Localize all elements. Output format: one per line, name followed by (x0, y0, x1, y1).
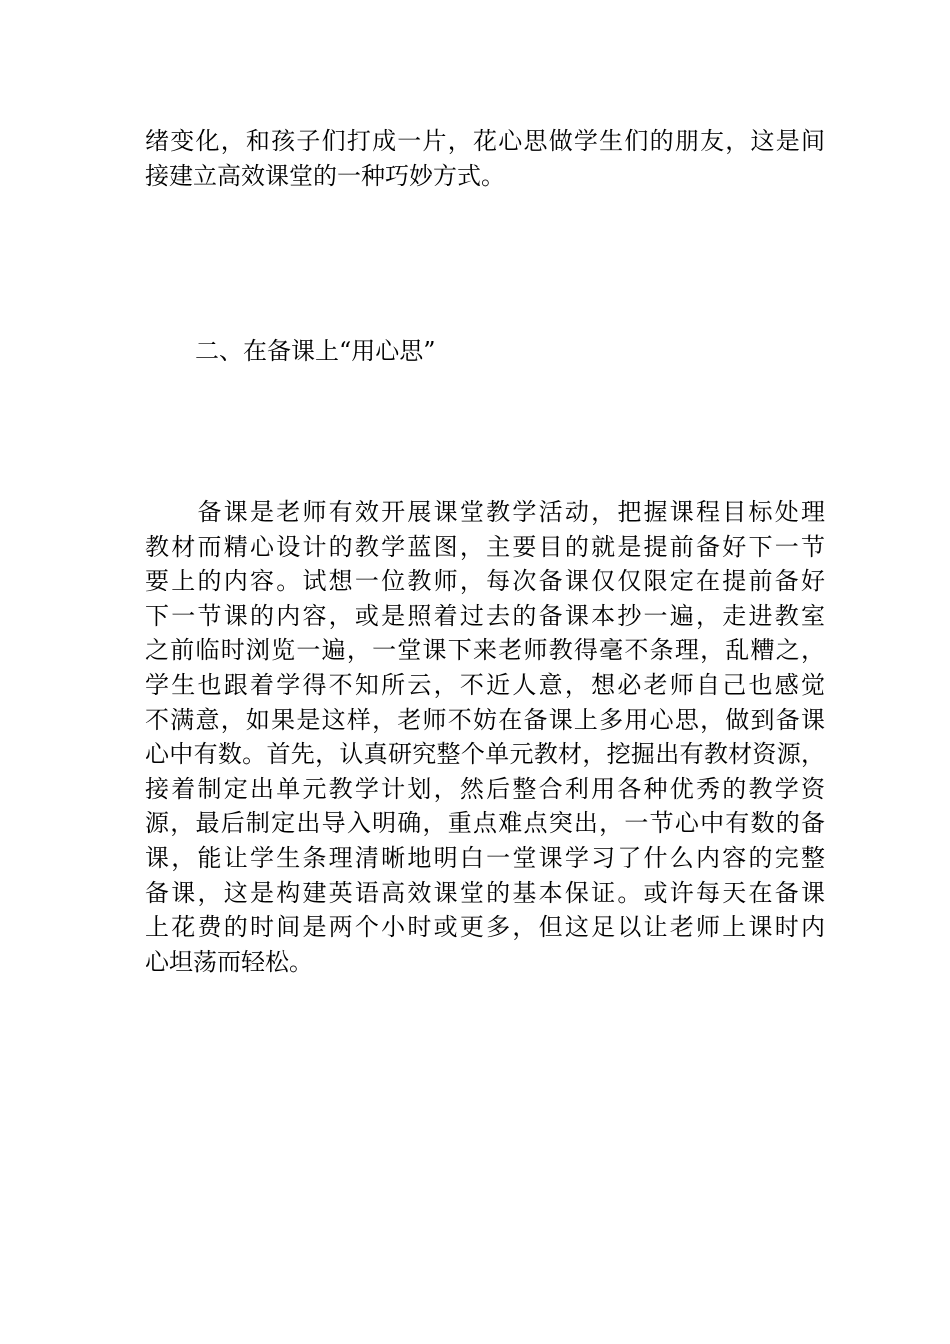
text-line: 上花费的时间是两个小时或更多，但这足以让老师上课时内 (145, 913, 825, 942)
text-line: 下一节课的内容，或是照着过去的备课本抄一遍，走进教室 (145, 601, 825, 630)
text-line: 备课，这是构建英语高效课堂的基本保证。或许每天在备课 (145, 878, 825, 907)
text-line: 绪变化，和孩子们打成一片，花心思做学生们的朋友，这是间 (145, 127, 825, 155)
text-line: 心坦荡而轻松。 (145, 947, 313, 976)
section-heading-text: 二、在备课上“用心思” (195, 337, 436, 365)
text-line: 不满意，如果是这样，老师不妨在备课上多用心思，做到备课 (145, 705, 825, 734)
text-line: 接建立高效课堂的一种巧妙方式。 (145, 161, 505, 190)
text-line: 之前临时浏览一遍，一堂课下来老师教得毫不条理，乱糟之， (145, 636, 825, 665)
text-line: 要上的内容。试想一位教师，每次备课仅仅限定在提前备好 (145, 567, 825, 596)
text-line: 备课是老师有效开展课堂教学活动，把握课程目标处理 (145, 498, 825, 526)
text-line: 接着制定出单元教学计划，然后整合利用各种优秀的教学资 (145, 774, 825, 803)
text-line: 教材而精心设计的教学蓝图，主要目的就是提前备好下一节 (145, 532, 825, 561)
text-line: 学生也跟着学得不知所云，不近人意，想必老师自己也感觉 (145, 670, 825, 699)
text-line: 心中有数。首先，认真研究整个单元教材，挖掘出有教材资源， (145, 740, 825, 769)
paragraph-continued (145, 124, 825, 193)
text-line: 课，能让学生条理清晰地明白一堂课学习了什么内容的完整 (145, 843, 825, 872)
section-heading (195, 334, 795, 369)
text-line: 源，最后制定出导入明确，重点难点突出，一节心中有数的备 (145, 809, 825, 838)
paragraph-lesson-preparation (145, 495, 825, 979)
